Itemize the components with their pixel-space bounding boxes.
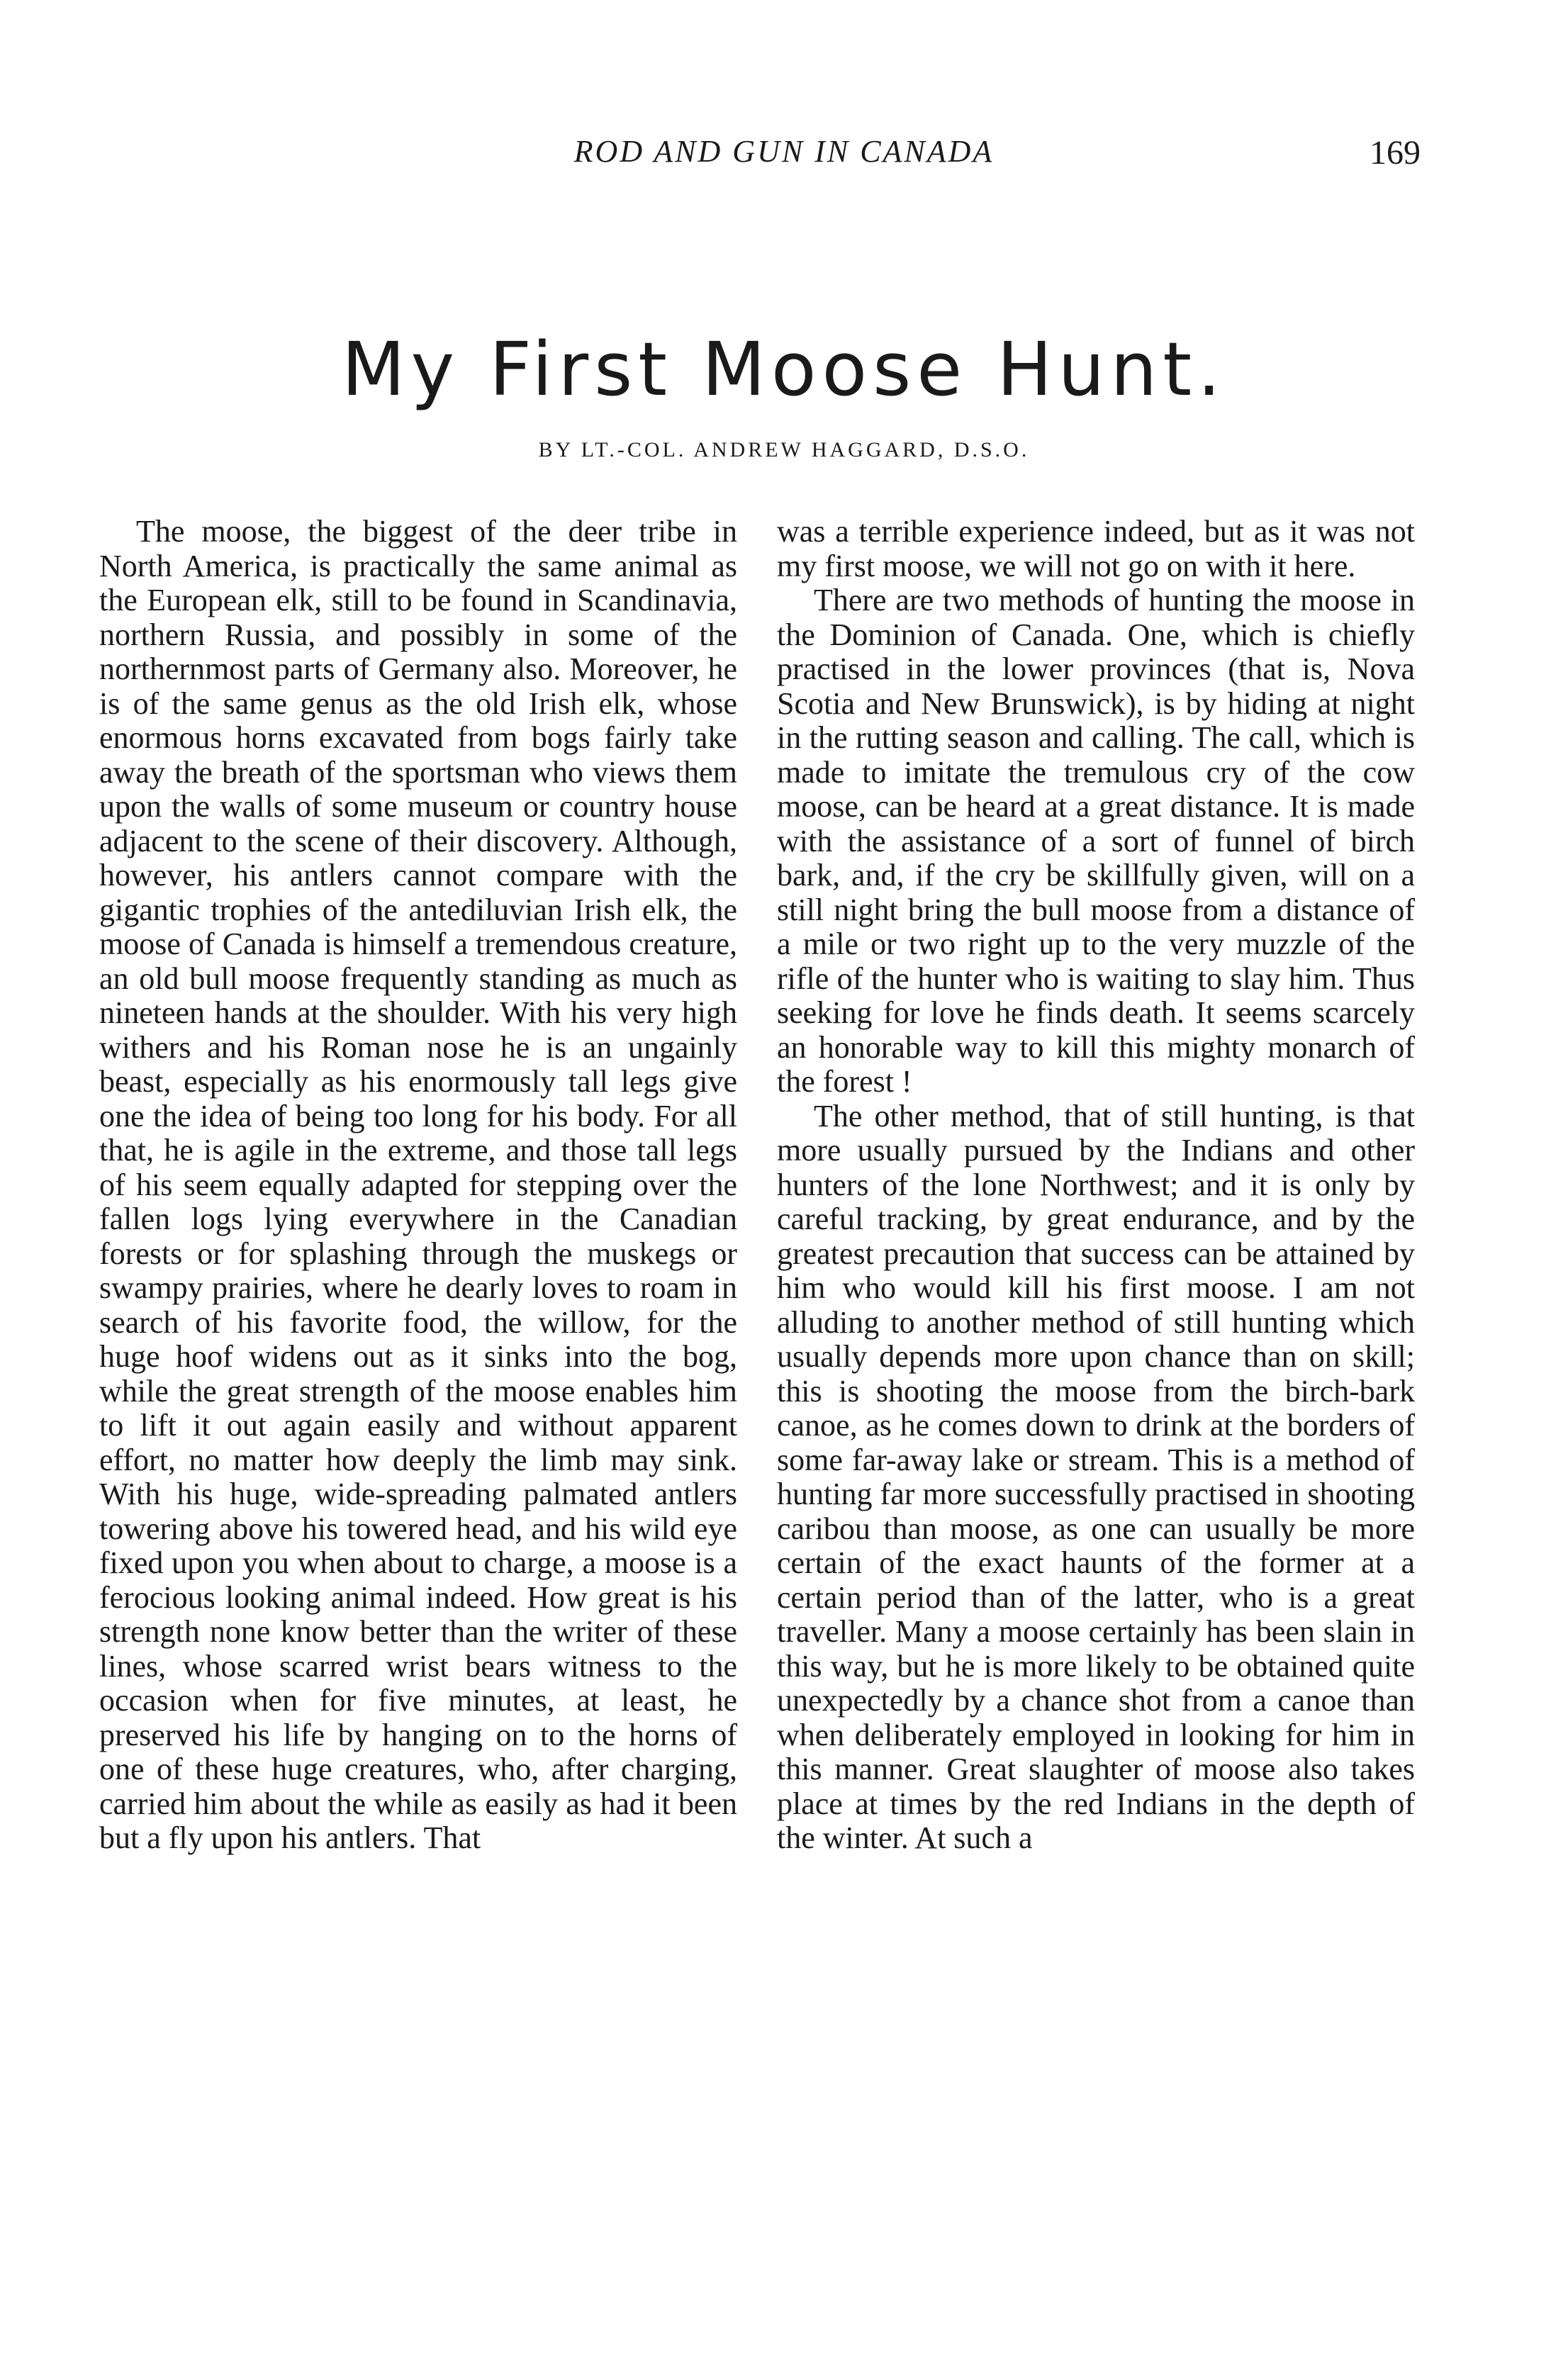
byline: BY LT.-COL. ANDREW HAGGARD, D.S.O.	[538, 438, 1030, 461]
running-head	[0, 133, 1568, 190]
article-title: My First Moose Hunt.	[341, 326, 1227, 413]
paragraph: The other method, that of still hunting, is that more usually pursued by the Indians and other hunters of the lone Northwest; and it is only by careful tracking, by great endurance, and by the greatest precaution that success can be attained by him who would kill his first moose. I am not alluding to another method of still hunting which usually depends more upon chance than on skill; this is shooting the moose from the birch-bark canoe, as he comes down to drink at the borders of some far-away lake or stream. This is a method of hunting far more successfully practised in shooting caribou than moose, as one can usually be more certain of the exact haunts of the former at a certain period than of the latter, who is a great traveller. Many a moose certainly has been slain in this way, but he is more likely to be obtained quite unexpectedly by a chance shot from a canoe than when deliberately employed in looking for him in this manner. Great slaughter of moose also takes place at times by the red Indians in the depth of the winter. At such a	[777, 1098, 1415, 1855]
left-column	[99, 515, 737, 1856]
paragraph-continuation: was a terrible experience indeed, but as it was not my first moose, we will not go on with it here.	[777, 514, 1415, 583]
paragraph: There are two methods of hunting the moose in the Dominion of Canada. One, which is chiefly practised in the lower provinces (that is, Nova Scotia and New Brunswick), is by hiding at night in the rutting season and calling. The call, which is made to imitate the tremulous cry of the cow moose, can be heard at a great distance. It is made with the assistance of a sort of funnel of birch bark, and, if the cry be skillfully given, will on a still night bring the bull moose from a distance of a mile or two right up to the very muzzle of the rifle of the hunter who is waiting to slay him. Thus seeking for love he finds death. It seems scarcely an honorable way to kill this mighty monarch of the forest !	[777, 583, 1415, 1099]
paragraph: The moose, the biggest of the deer tribe in North America, is practically the same animal as the European elk, still to be found in Scandinavia, northern Russia, and possibly in some of the northernmost parts of Germany also. Moreover, he is of the same genus as the old Irish elk, whose enormous horns excavated from bogs fairly take away the breath of the sportsman who views them upon the walls of some museum or country house adjacent to the scene of their discovery. Although, however, his antlers cannot compare with the gigantic trophies of the antediluvian Irish elk, the moose of Canada is himself a tremendous creature, an old bull moose frequently standing as much as nineteen hands at the shoulder. With his very high withers and his Roman nose he is an ungainly beast, especially as his enormously tall legs give one the idea of being too long for his body. For all that, he is agile in the extreme, and those tall legs of his seem equally adapted for stepping over the fallen logs lying everywhere in the Canadian forests or for splashing through the muskegs or swampy prairies, where he dearly loves to roam in search of his favorite food, the willow, for the huge hoof widens out as it sinks into the bog, while the great strength of the moose enables him to lift it out again easily and without apparent effort, no matter how deeply the limb may sink. With his huge, wide-spreading palmated antlers towering above his towered head, and his wild eye fixed upon you when about to charge, a moose is a ferocious looking animal indeed. How great is his strength none know better than the writer of these lines, whose scarred wrist bears witness to the occasion when for five minutes, at least, he preserved his life by hanging on to the horns of one of these huge creatures, who, after charging, carried him about the while as easily as had it been but a fly upon his antlers. That	[99, 514, 737, 1855]
right-column	[777, 515, 1415, 1856]
journal-title: ROD AND GUN IN CANADA	[573, 134, 995, 169]
page-number: 169	[1370, 134, 1421, 172]
